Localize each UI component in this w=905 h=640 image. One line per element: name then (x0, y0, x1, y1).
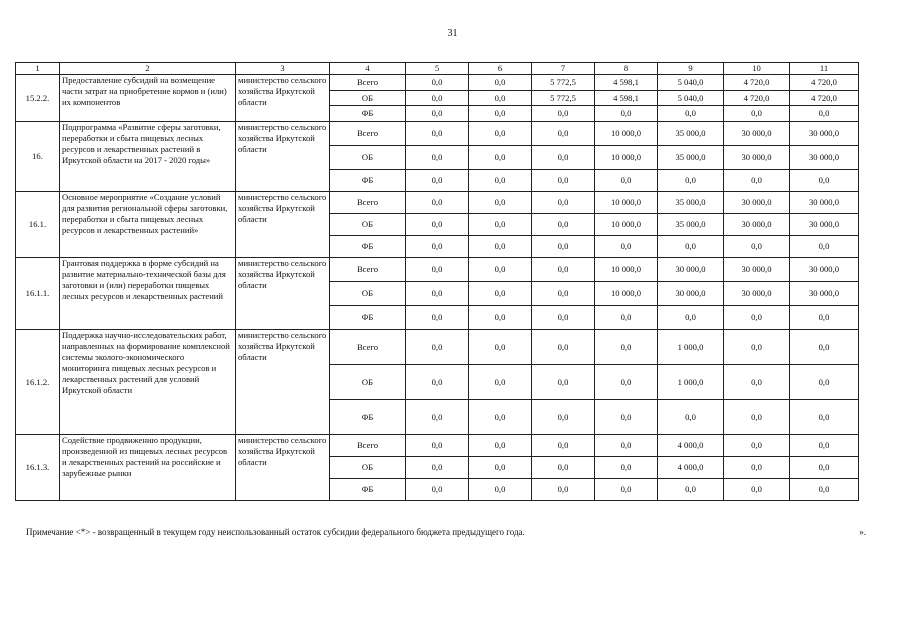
value-cell: 0,0 (532, 192, 595, 214)
value-cell: 0,0 (532, 400, 595, 435)
row-name: Предоставление субсидий на возмещение части затрат на приобретение кормов и (или) их компонентов (60, 75, 236, 122)
value-cell: 0,0 (790, 400, 859, 435)
row-code: 15.2.2. (16, 75, 60, 122)
value-cell: 0,0 (406, 400, 469, 435)
column-number: 3 (236, 63, 330, 75)
value-cell: 4 598,1 (595, 75, 658, 91)
row-executor: министерство сельского хозяйства Иркутской области (236, 192, 330, 258)
value-cell: 4 720,0 (790, 91, 859, 106)
funding-source: ОБ (330, 282, 406, 306)
column-number: 11 (790, 63, 859, 75)
value-cell: 0,0 (724, 365, 790, 400)
value-cell: 0,0 (724, 106, 790, 122)
funding-source: Всего (330, 122, 406, 146)
value-cell: 0,0 (532, 258, 595, 282)
funding-source: ФБ (330, 479, 406, 501)
value-cell: 0,0 (469, 236, 532, 258)
value-cell: 0,0 (724, 330, 790, 365)
value-cell: 0,0 (469, 106, 532, 122)
value-cell: 0,0 (658, 170, 724, 192)
row-code: 16.1.1. (16, 258, 60, 330)
value-cell: 0,0 (790, 330, 859, 365)
value-cell: 0,0 (406, 192, 469, 214)
value-cell: 0,0 (469, 258, 532, 282)
table-row (16, 330, 859, 365)
value-cell: 0,0 (532, 457, 595, 479)
value-cell: 30 000,0 (790, 192, 859, 214)
row-code: 16.1.3. (16, 435, 60, 501)
column-number: 8 (595, 63, 658, 75)
value-cell: 0,0 (406, 282, 469, 306)
value-cell: 0,0 (406, 75, 469, 91)
row-name: Поддержка научно-исследовательских работ, направленных на формирование комплексной системы эколого-экономического мониторинга пищевых лесных ресурсов и лекарственных растений для условий Иркутской области (60, 330, 236, 435)
value-cell: 0,0 (595, 106, 658, 122)
value-cell: 0,0 (532, 330, 595, 365)
value-cell: 0,0 (469, 146, 532, 170)
value-cell: 0,0 (790, 170, 859, 192)
funding-source: ФБ (330, 306, 406, 330)
footnote-closing-quote: ». (859, 527, 866, 537)
value-cell: 0,0 (406, 146, 469, 170)
value-cell: 30 000,0 (790, 122, 859, 146)
value-cell: 0,0 (658, 479, 724, 501)
value-cell: 0,0 (595, 306, 658, 330)
table-row (16, 122, 859, 146)
value-cell: 0,0 (469, 75, 532, 91)
value-cell: 0,0 (724, 435, 790, 457)
funding-source: ФБ (330, 400, 406, 435)
value-cell: 0,0 (469, 122, 532, 146)
footnote-text: Примечание <*> - возвращенный в текущем году неиспользованный остаток субсидии федерального бюджета предыдущего года. (26, 527, 525, 537)
row-executor: министерство сельского хозяйства Иркутской области (236, 75, 330, 122)
funding-source: Всего (330, 75, 406, 91)
value-cell: 10 000,0 (595, 122, 658, 146)
value-cell: 0,0 (469, 457, 532, 479)
footnote (26, 527, 866, 537)
value-cell: 30 000,0 (724, 146, 790, 170)
table-row (16, 192, 859, 214)
value-cell: 35 000,0 (658, 122, 724, 146)
column-number: 5 (406, 63, 469, 75)
row-executor: министерство сельского хозяйства Иркутской области (236, 122, 330, 192)
column-number: 6 (469, 63, 532, 75)
value-cell: 0,0 (469, 214, 532, 236)
row-code: 16. (16, 122, 60, 192)
value-cell: 0,0 (406, 435, 469, 457)
value-cell: 0,0 (532, 479, 595, 501)
value-cell: 0,0 (532, 122, 595, 146)
funding-source: ФБ (330, 106, 406, 122)
value-cell: 30 000,0 (724, 282, 790, 306)
value-cell: 0,0 (790, 106, 859, 122)
value-cell: 0,0 (532, 365, 595, 400)
value-cell: 0,0 (406, 330, 469, 365)
value-cell: 0,0 (658, 400, 724, 435)
row-executor: министерство сельского хозяйства Иркутской области (236, 435, 330, 501)
value-cell: 30 000,0 (790, 258, 859, 282)
value-cell: 1 000,0 (658, 365, 724, 400)
value-cell: 30 000,0 (724, 214, 790, 236)
value-cell: 0,0 (595, 365, 658, 400)
value-cell: 0,0 (790, 365, 859, 400)
value-cell: 0,0 (406, 170, 469, 192)
value-cell: 0,0 (724, 457, 790, 479)
value-cell: 0,0 (658, 306, 724, 330)
funding-source: ОБ (330, 214, 406, 236)
value-cell: 4 000,0 (658, 435, 724, 457)
value-cell: 0,0 (469, 282, 532, 306)
row-code: 16.1. (16, 192, 60, 258)
funding-source: ФБ (330, 170, 406, 192)
value-cell: 0,0 (406, 306, 469, 330)
value-cell: 4 720,0 (724, 91, 790, 106)
row-code: 16.1.2. (16, 330, 60, 435)
value-cell: 0,0 (724, 236, 790, 258)
table-row (16, 258, 859, 282)
value-cell: 30 000,0 (790, 214, 859, 236)
value-cell: 10 000,0 (595, 146, 658, 170)
value-cell: 0,0 (595, 457, 658, 479)
row-name: Грантовая поддержка в форме субсидий на развитие материально-технической базы для заготовки и (или) переработки пищевых лесных ресурсов и лекарственных растений (60, 258, 236, 330)
funding-source: ОБ (330, 457, 406, 479)
table-row (16, 435, 859, 457)
value-cell: 0,0 (406, 106, 469, 122)
value-cell: 0,0 (724, 306, 790, 330)
value-cell: 0,0 (406, 479, 469, 501)
value-cell: 30 000,0 (658, 258, 724, 282)
value-cell: 0,0 (406, 365, 469, 400)
row-executor: министерство сельского хозяйства Иркутской области (236, 330, 330, 435)
value-cell: 0,0 (532, 236, 595, 258)
value-cell: 10 000,0 (595, 192, 658, 214)
column-number: 1 (16, 63, 60, 75)
row-name: Подпрограмма «Развитие сферы заготовки, переработки и сбыта пищевых лесных ресурсов и лекарственных растений в Иркутской области на 2017 - 2020 годы» (60, 122, 236, 192)
value-cell: 0,0 (595, 236, 658, 258)
value-cell: 30 000,0 (790, 282, 859, 306)
value-cell: 0,0 (595, 435, 658, 457)
value-cell: 30 000,0 (724, 258, 790, 282)
value-cell: 0,0 (469, 306, 532, 330)
funding-source: ОБ (330, 91, 406, 106)
value-cell: 4 720,0 (724, 75, 790, 91)
value-cell: 0,0 (724, 400, 790, 435)
row-name: Содействие продвижению продукции, произведенной из пищевых лесных ресурсов и лекарственных растений на российские и зарубежные рынки (60, 435, 236, 501)
value-cell: 35 000,0 (658, 192, 724, 214)
value-cell: 0,0 (532, 146, 595, 170)
column-number: 2 (60, 63, 236, 75)
value-cell: 0,0 (532, 214, 595, 236)
value-cell: 0,0 (724, 170, 790, 192)
funding-source: ОБ (330, 365, 406, 400)
column-number: 9 (658, 63, 724, 75)
value-cell: 10 000,0 (595, 214, 658, 236)
value-cell: 0,0 (532, 306, 595, 330)
value-cell: 0,0 (658, 236, 724, 258)
column-number: 7 (532, 63, 595, 75)
column-number-row (16, 63, 859, 75)
value-cell: 0,0 (469, 192, 532, 214)
value-cell: 30 000,0 (658, 282, 724, 306)
value-cell: 0,0 (532, 282, 595, 306)
row-name: Основное мероприятие «Создание условий для развития региональной сферы заготовки, переработки и сбыта пищевых лесных ресурсов и лекарственных растений» (60, 192, 236, 258)
value-cell: 1 000,0 (658, 330, 724, 365)
funding-source: ФБ (330, 236, 406, 258)
value-cell: 0,0 (469, 91, 532, 106)
value-cell: 0,0 (406, 214, 469, 236)
value-cell: 0,0 (406, 91, 469, 106)
value-cell: 0,0 (406, 258, 469, 282)
value-cell: 0,0 (406, 236, 469, 258)
value-cell: 10 000,0 (595, 258, 658, 282)
funding-source: ОБ (330, 146, 406, 170)
value-cell: 30 000,0 (790, 146, 859, 170)
funding-source: Всего (330, 330, 406, 365)
value-cell: 0,0 (469, 479, 532, 501)
table-row (16, 75, 859, 91)
value-cell: 0,0 (595, 330, 658, 365)
funding-source: Всего (330, 435, 406, 457)
value-cell: 4 000,0 (658, 457, 724, 479)
funding-table (15, 62, 859, 501)
value-cell: 0,0 (469, 435, 532, 457)
value-cell: 0,0 (595, 170, 658, 192)
value-cell: 5 772,5 (532, 75, 595, 91)
value-cell: 35 000,0 (658, 214, 724, 236)
page-number: 31 (447, 28, 458, 39)
value-cell: 0,0 (724, 479, 790, 501)
value-cell: 0,0 (790, 457, 859, 479)
value-cell: 10 000,0 (595, 282, 658, 306)
value-cell: 0,0 (790, 236, 859, 258)
value-cell: 30 000,0 (724, 122, 790, 146)
value-cell: 0,0 (469, 365, 532, 400)
value-cell: 0,0 (532, 106, 595, 122)
value-cell: 4 598,1 (595, 91, 658, 106)
value-cell: 0,0 (469, 400, 532, 435)
row-executor: министерство сельского хозяйства Иркутской области (236, 258, 330, 330)
value-cell: 0,0 (532, 435, 595, 457)
value-cell: 0,0 (406, 122, 469, 146)
value-cell: 0,0 (790, 479, 859, 501)
value-cell: 0,0 (790, 435, 859, 457)
column-number: 4 (330, 63, 406, 75)
value-cell: 0,0 (469, 170, 532, 192)
value-cell: 5 040,0 (658, 75, 724, 91)
value-cell: 0,0 (658, 106, 724, 122)
value-cell: 0,0 (790, 306, 859, 330)
value-cell: 5 040,0 (658, 91, 724, 106)
value-cell: 0,0 (469, 330, 532, 365)
funding-source: Всего (330, 258, 406, 282)
value-cell: 5 772,5 (532, 91, 595, 106)
value-cell: 30 000,0 (724, 192, 790, 214)
value-cell: 35 000,0 (658, 146, 724, 170)
value-cell: 0,0 (532, 170, 595, 192)
column-number: 10 (724, 63, 790, 75)
value-cell: 0,0 (595, 479, 658, 501)
funding-source: Всего (330, 192, 406, 214)
value-cell: 0,0 (406, 457, 469, 479)
value-cell: 4 720,0 (790, 75, 859, 91)
value-cell: 0,0 (595, 400, 658, 435)
